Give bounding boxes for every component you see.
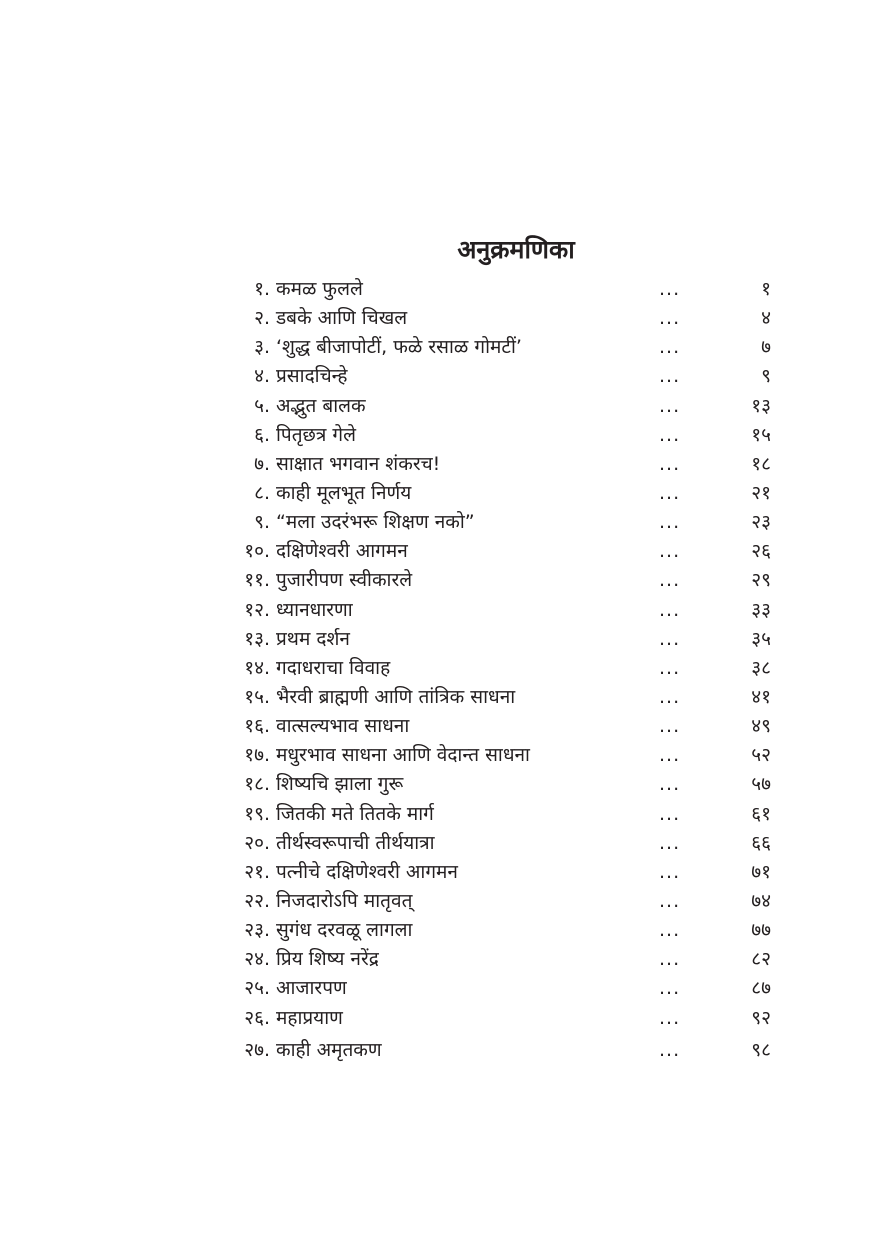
page-number: १५ bbox=[751, 423, 771, 446]
page-number: ७४ bbox=[751, 889, 771, 912]
toc-entry bbox=[0, 1036, 875, 1065]
chapter-number: १७. bbox=[244, 744, 270, 767]
chapter-title: “मला उदरंभरू शिक्षण नको” bbox=[276, 511, 475, 534]
chapter-title: साक्षात भगवान शंकरच! bbox=[276, 452, 441, 475]
toc-entry bbox=[0, 858, 875, 887]
leader-dots: ... bbox=[659, 336, 681, 359]
leader-dots: ... bbox=[659, 715, 681, 738]
toc-entry bbox=[0, 508, 875, 537]
leader-dots: ... bbox=[659, 423, 681, 446]
chapter-title: कमळ फुलले bbox=[276, 278, 363, 300]
toc-entry bbox=[0, 770, 875, 799]
page-number: ६१ bbox=[751, 802, 771, 825]
leader-dots: ... bbox=[659, 860, 681, 883]
page-number: १८ bbox=[751, 452, 771, 475]
toc-entry bbox=[0, 362, 875, 391]
toc-entry bbox=[0, 654, 875, 683]
leader-dots: ... bbox=[659, 1038, 681, 1061]
page-number: १३ bbox=[751, 394, 771, 417]
page-number: ८२ bbox=[751, 948, 771, 971]
chapter-title: गदाधराचा विवाह bbox=[276, 656, 391, 679]
chapter-number: १४. bbox=[244, 656, 270, 679]
chapter-number: ११. bbox=[244, 569, 270, 592]
leader-dots: ... bbox=[659, 569, 681, 592]
page-number: ६६ bbox=[751, 831, 771, 854]
toc-entry bbox=[0, 916, 875, 945]
toc-entry bbox=[0, 800, 875, 829]
leader-dots: ... bbox=[659, 365, 681, 388]
page-number: ८७ bbox=[751, 977, 771, 1000]
chapter-number: १३. bbox=[244, 627, 270, 650]
chapter-number: १२. bbox=[244, 598, 270, 621]
chapter-title: प्रथम दर्शन bbox=[276, 627, 350, 650]
toc-entry bbox=[0, 683, 875, 712]
leader-dots: ... bbox=[659, 889, 681, 912]
toc-entry bbox=[0, 974, 875, 1003]
toc-entry bbox=[0, 333, 875, 362]
chapter-number: २४. bbox=[244, 948, 270, 971]
chapter-title: पुजारीपण स्वीकारले bbox=[276, 569, 413, 592]
chapter-title: पितृछत्र गेले bbox=[276, 423, 356, 446]
chapter-title: भैरवी ब्राह्मणी आणि तांत्रिक साधना bbox=[276, 685, 516, 708]
chapter-number: १५. bbox=[244, 685, 270, 708]
leader-dots: ... bbox=[659, 919, 681, 942]
chapter-title: ‘शुद्ध बीजापोटीं, फळे रसाळ गोमटीं’ bbox=[276, 336, 522, 359]
toc-entry bbox=[0, 304, 875, 333]
toc-entry bbox=[0, 421, 875, 450]
chapter-title: तीर्थस्वरूपाची तीर्थयात्रा bbox=[276, 831, 435, 854]
toc-entry bbox=[0, 625, 875, 654]
chapter-number: २. bbox=[254, 307, 270, 330]
page-number: ९ bbox=[761, 365, 771, 388]
chapter-title: शिष्यचि झाला गुरू bbox=[276, 773, 404, 796]
leader-dots: ... bbox=[659, 307, 681, 330]
page-number: ४९ bbox=[751, 715, 771, 738]
table-of-contents bbox=[0, 275, 875, 1065]
chapter-number: २२. bbox=[244, 889, 270, 912]
page-number: ७१ bbox=[751, 860, 771, 883]
chapter-number: २३. bbox=[244, 919, 270, 942]
page-number: ५७ bbox=[751, 773, 771, 796]
chapter-number: ५. bbox=[254, 394, 270, 417]
page-number: १ bbox=[761, 278, 771, 300]
toc-entry bbox=[0, 479, 875, 508]
chapter-number: ७. bbox=[254, 452, 270, 475]
page-number: २३ bbox=[751, 511, 771, 534]
chapter-title: डबके आणि चिखल bbox=[276, 307, 408, 330]
chapter-number: १६. bbox=[244, 715, 270, 738]
chapter-number: २६. bbox=[244, 1006, 270, 1029]
page-number: ४ bbox=[761, 307, 771, 330]
leader-dots: ... bbox=[659, 511, 681, 534]
chapter-number: १८. bbox=[244, 773, 270, 796]
page-number: ३५ bbox=[751, 627, 771, 650]
chapter-number: २०. bbox=[244, 831, 270, 854]
page-number: २१ bbox=[751, 481, 771, 504]
toc-entry bbox=[0, 450, 875, 479]
chapter-number: ४. bbox=[254, 365, 270, 388]
chapter-number: ९. bbox=[254, 511, 270, 534]
leader-dots: ... bbox=[659, 948, 681, 971]
leader-dots: ... bbox=[659, 802, 681, 825]
chapter-title: काही मूलभूत निर्णय bbox=[276, 481, 412, 504]
leader-dots: ... bbox=[659, 598, 681, 621]
chapter-title: काही अमृतकण bbox=[276, 1038, 382, 1061]
toc-entry bbox=[0, 596, 875, 625]
leader-dots: ... bbox=[659, 278, 681, 300]
chapter-number: २१. bbox=[244, 860, 270, 883]
chapter-number: १९. bbox=[244, 802, 270, 825]
chapter-number: १०. bbox=[244, 540, 270, 563]
page-number: ७ bbox=[761, 336, 771, 359]
toc-entry bbox=[0, 566, 875, 595]
chapter-number: २७. bbox=[244, 1038, 270, 1061]
chapter-title: प्रसादचिन्हे bbox=[276, 365, 348, 388]
toc-entry bbox=[0, 712, 875, 741]
page-number: ९८ bbox=[751, 1038, 771, 1061]
chapter-title: अद्भुत बालक bbox=[276, 394, 366, 417]
page-number: ९२ bbox=[751, 1006, 771, 1029]
chapter-title: आजारपण bbox=[276, 977, 347, 1000]
chapter-title: दक्षिणेश्वरी आगमन bbox=[276, 540, 408, 563]
leader-dots: ... bbox=[659, 1006, 681, 1029]
chapter-title: प्रिय शिष्य नरेंद्र bbox=[276, 948, 379, 971]
leader-dots: ... bbox=[659, 627, 681, 650]
page-number: ७७ bbox=[751, 919, 771, 942]
chapter-title: महाप्रयाण bbox=[276, 1006, 343, 1029]
chapter-title: वात्सल्यभाव साधना bbox=[276, 715, 410, 738]
toc-entry bbox=[0, 275, 875, 304]
leader-dots: ... bbox=[659, 481, 681, 504]
page-number: २६ bbox=[751, 540, 771, 563]
chapter-title: पत्नीचे दक्षिणेश्वरी आगमन bbox=[276, 860, 458, 883]
chapter-number: ६. bbox=[254, 423, 270, 446]
toc-entry bbox=[0, 1004, 875, 1033]
page-number: २९ bbox=[751, 569, 771, 592]
chapter-title: ध्यानधारणा bbox=[276, 598, 353, 621]
page-number: ५२ bbox=[751, 744, 771, 767]
leader-dots: ... bbox=[659, 685, 681, 708]
toc-entry bbox=[0, 392, 875, 421]
page-title: अनुक्रमणिका bbox=[457, 235, 575, 264]
leader-dots: ... bbox=[659, 977, 681, 1000]
toc-entry bbox=[0, 829, 875, 858]
toc-entry bbox=[0, 945, 875, 974]
chapter-title: निजदारोऽपि मातृवत् bbox=[276, 889, 413, 912]
chapter-number: ८. bbox=[254, 481, 270, 504]
page-number: ३८ bbox=[751, 656, 771, 679]
page-number: ३३ bbox=[751, 598, 771, 621]
chapter-title: सुगंध दरवळू लागला bbox=[276, 919, 413, 942]
leader-dots: ... bbox=[659, 656, 681, 679]
leader-dots: ... bbox=[659, 744, 681, 767]
leader-dots: ... bbox=[659, 452, 681, 475]
chapter-number: २५. bbox=[244, 977, 270, 1000]
toc-entry bbox=[0, 887, 875, 916]
chapter-title: जितकी मते तितके मार्ग bbox=[276, 802, 434, 825]
leader-dots: ... bbox=[659, 540, 681, 563]
leader-dots: ... bbox=[659, 773, 681, 796]
page-number: ४१ bbox=[751, 685, 771, 708]
leader-dots: ... bbox=[659, 394, 681, 417]
toc-entry bbox=[0, 537, 875, 566]
toc-entry bbox=[0, 741, 875, 770]
leader-dots: ... bbox=[659, 831, 681, 854]
chapter-title: मधुरभाव साधना आणि वेदान्त साधना bbox=[276, 744, 530, 767]
chapter-number: १. bbox=[254, 278, 270, 300]
chapter-number: ३. bbox=[254, 336, 270, 359]
